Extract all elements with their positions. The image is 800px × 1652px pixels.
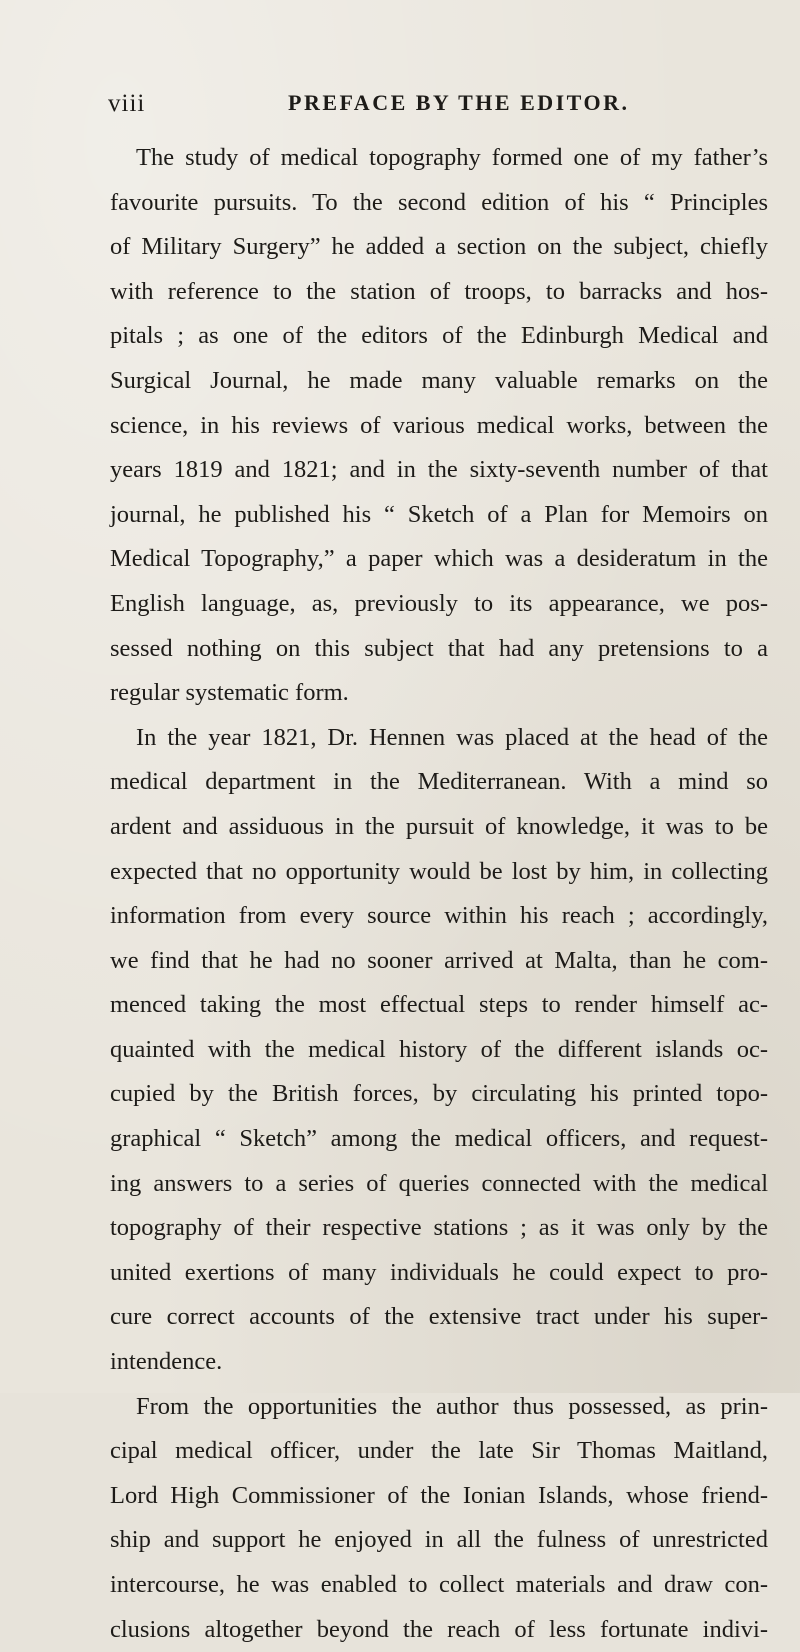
- body-text: [110, 136, 768, 1652]
- running-head-title: PREFACE BY THE EDITOR.: [288, 90, 630, 115]
- text-line: Medical Topography,” a paper which was a desideratum in the: [110, 545, 768, 573]
- text-line: graphical “ Sketch” among the medical officers, and request-: [110, 1125, 768, 1153]
- text-line: ship and support he enjoyed in all the fulness of unrestricted: [110, 1526, 768, 1554]
- text-line: Lord High Commissioner of the Ionian Islands, whose friend-: [110, 1481, 768, 1509]
- text-line: English language, as, previously to its appearance, we pos-: [110, 589, 768, 617]
- running-head: [108, 84, 768, 124]
- text-line: From the opportunities the author thus possessed, as prin-: [136, 1392, 768, 1420]
- text-line: quainted with the medical history of the different islands oc-: [110, 1035, 768, 1063]
- text-line: with reference to the station of troops, to barracks and hos-: [110, 277, 768, 305]
- text-line: The study of medical topography formed one of my father’s: [136, 144, 768, 171]
- text-line: information from every source within his reach ; accordingly,: [110, 902, 768, 930]
- text-line: years 1819 and 1821; and in the sixty-seventh number of that: [110, 456, 768, 484]
- text-line: we find that he had no sooner arrived at Malta, than he com-: [110, 946, 768, 974]
- text-line: topography of their respective stations ; as it was only by the: [110, 1214, 768, 1242]
- text-line: clusions altogether beyond the reach of less fortunate indivi-: [110, 1615, 768, 1643]
- text-line: expected that no opportunity would be lost by him, in collecting: [110, 857, 768, 885]
- text-line: united exertions of many individuals he could expect to pro-: [110, 1258, 768, 1286]
- text-line: ardent and assiduous in the pursuit of knowledge, it was to be: [110, 812, 768, 840]
- text-line: science, in his reviews of various medical works, between the: [110, 411, 768, 439]
- text-line: cupied by the British forces, by circulating his printed topo-: [110, 1080, 768, 1108]
- text-line: intendence.: [110, 1348, 223, 1376]
- text-line: medical department in the Mediterranean. With a mind so: [110, 768, 768, 796]
- text-line: intercourse, he was enabled to collect materials and draw con-: [110, 1571, 768, 1598]
- text-line: pitals ; as one of the editors of the Edinburgh Medical and: [110, 322, 768, 350]
- page-number: viii: [108, 90, 146, 117]
- text-line: regular systematic form.: [110, 679, 349, 707]
- text-line: favourite pursuits. To the second edition of his “ Principles: [110, 188, 768, 216]
- text-line: cure correct accounts of the extensive tract under his super-: [110, 1303, 768, 1331]
- text-line: menced taking the most effectual steps to render himself ac-: [110, 991, 768, 1019]
- text-line: journal, he published his “ Sketch of a Plan for Memoirs on: [110, 500, 768, 528]
- text-line: ing answers to a series of queries connected with the medical: [110, 1169, 768, 1197]
- text-line: sessed nothing on this subject that had any pretensions to a: [110, 634, 768, 662]
- text-line: Surgical Journal, he made many valuable remarks on the: [110, 366, 768, 394]
- text-line: In the year 1821, Dr. Hennen was placed at the head of the: [136, 723, 768, 751]
- text-line: cipal medical officer, under the late Sir Thomas Maitland,: [110, 1437, 768, 1465]
- text-line: of Military Surgery” he added a section on the subject, chiefly: [110, 233, 768, 261]
